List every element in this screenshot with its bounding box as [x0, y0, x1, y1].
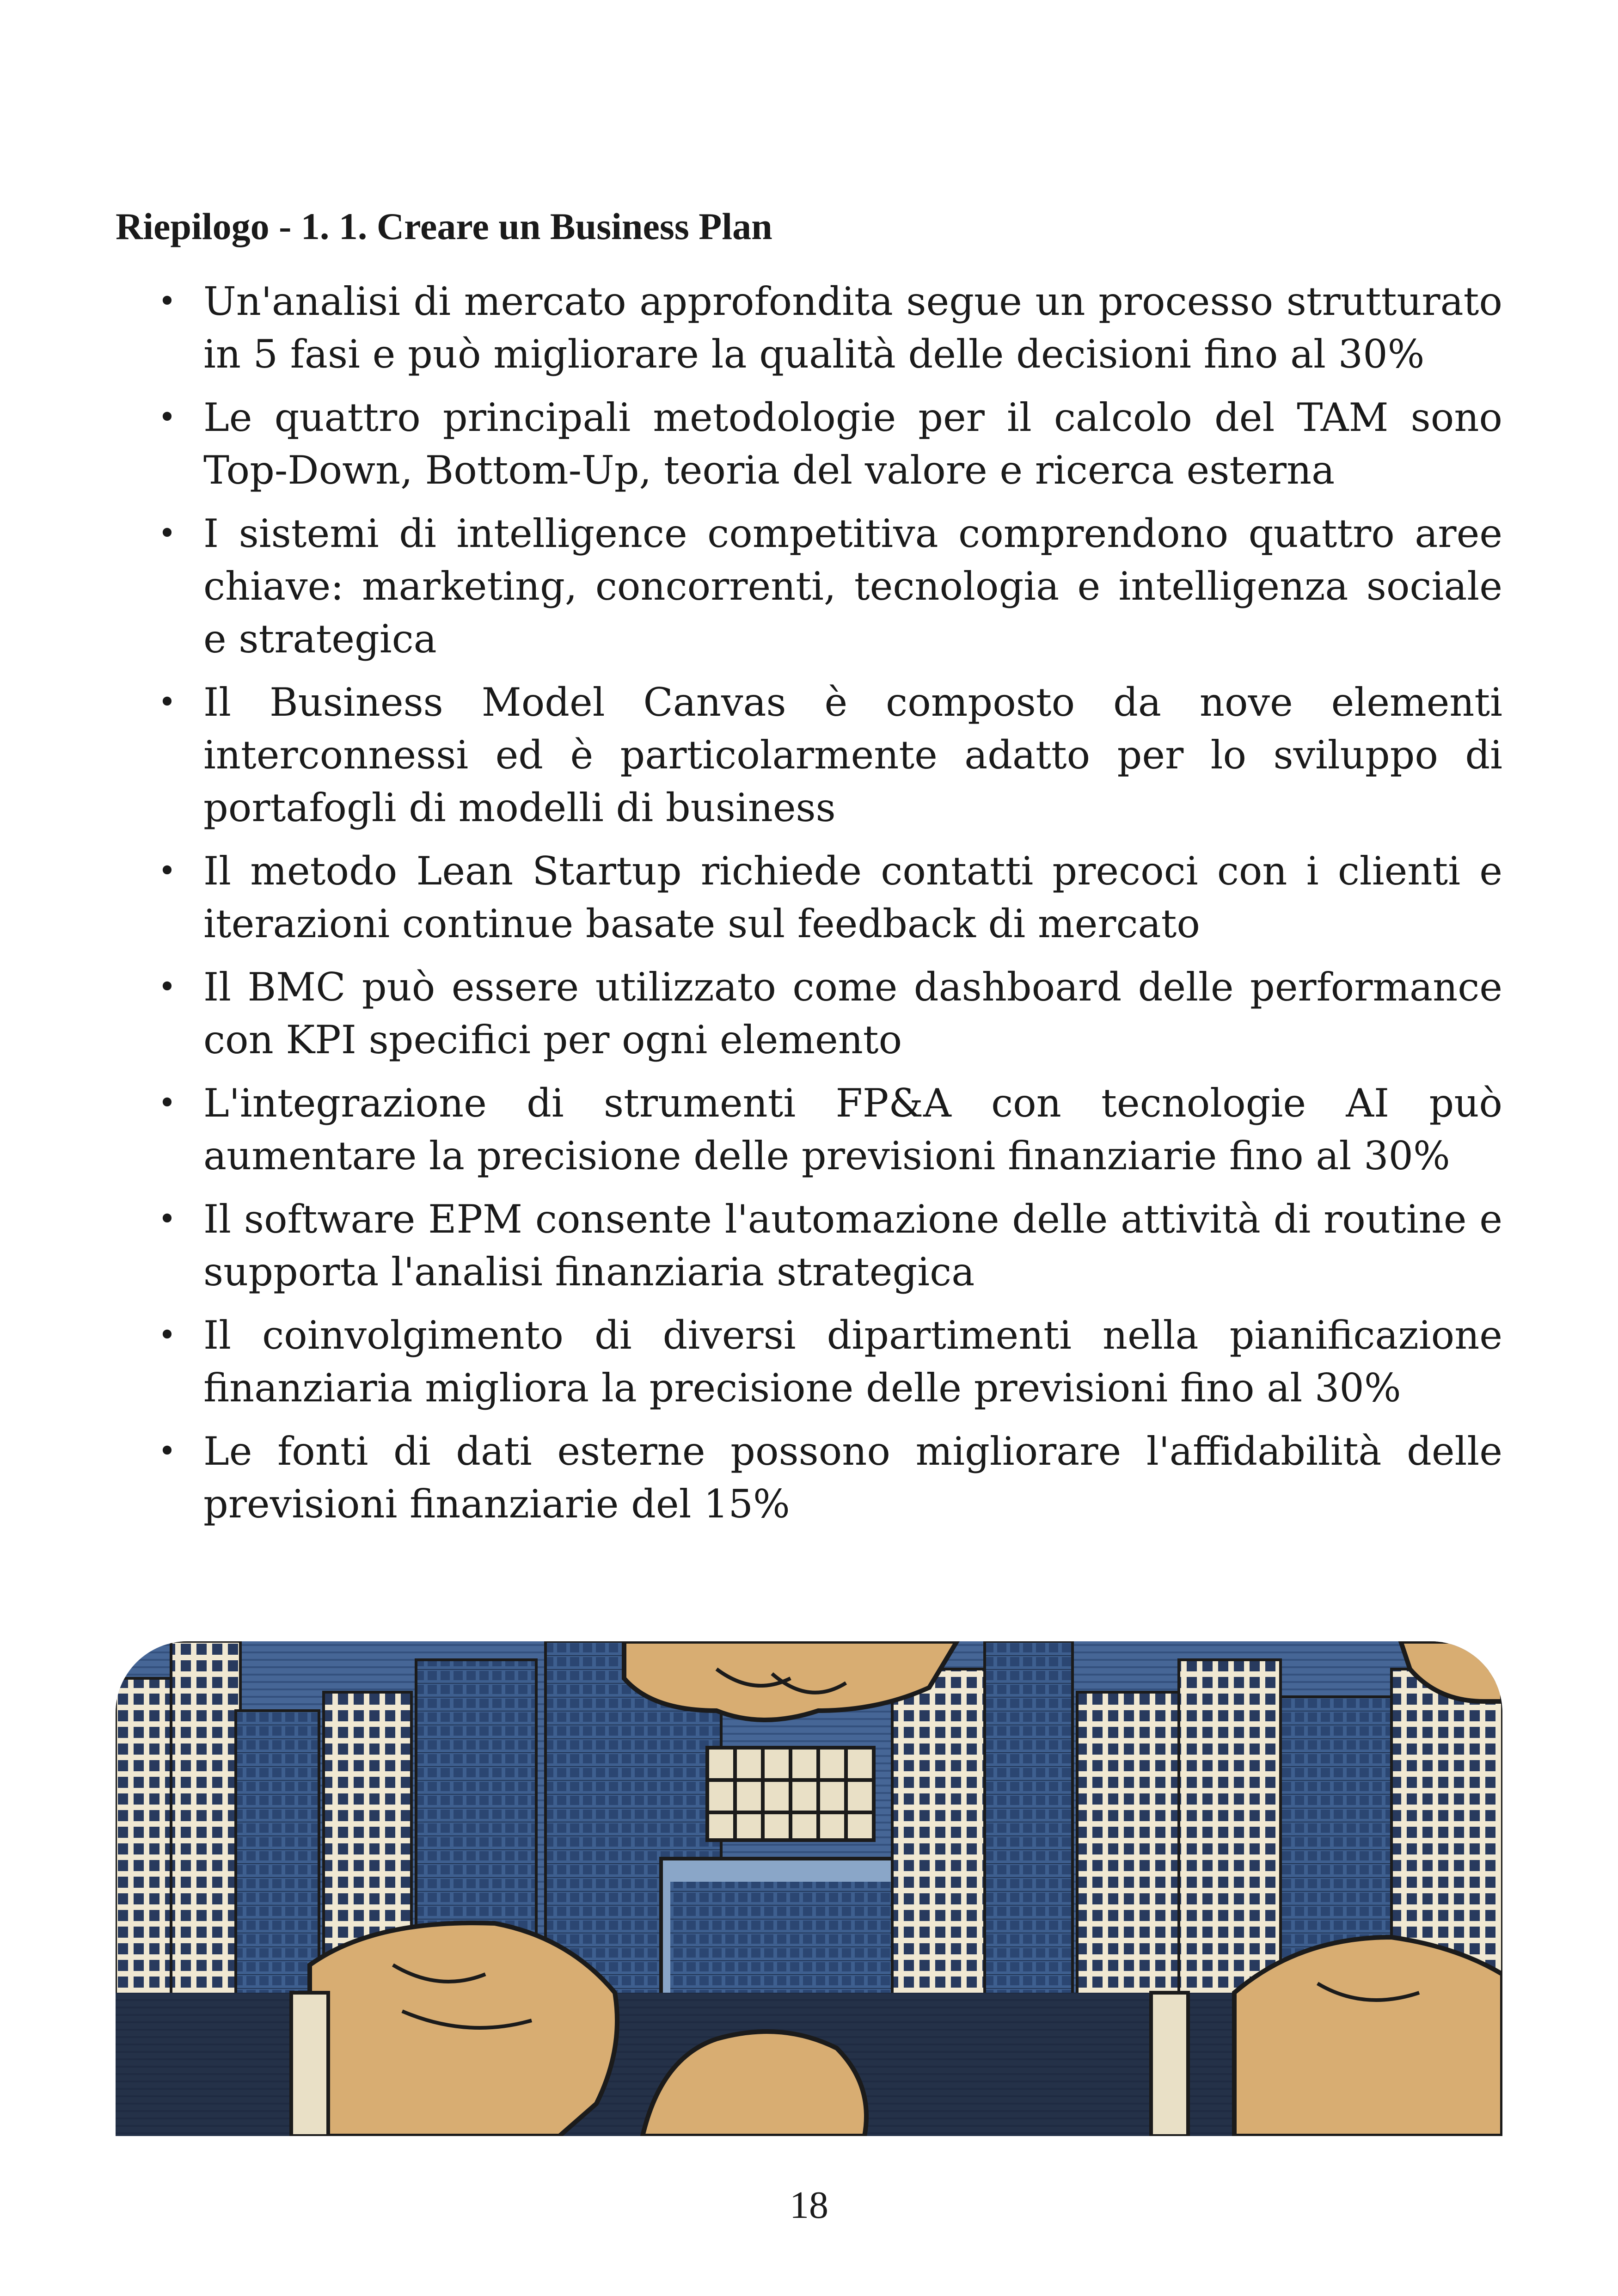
list-item — [116, 961, 1502, 1066]
list-item-text: Il BMC può essere utilizzato come dashboard delle performance con KPI specifici per ogni elemento — [203, 964, 1502, 1062]
list-item — [116, 507, 1502, 665]
list-item-text: I sistemi di intelligence competitiva comprendono quattro aree chiave: marketing, concorrenti, tecnologia e intelligenza sociale e strategica — [203, 511, 1502, 662]
bullet-icon: • — [158, 1433, 176, 1469]
list-item-text: Il Business Model Canvas è composto da nove elementi interconnessi ed è particolarmente adatto per lo sviluppo di portafogli di modelli di business — [203, 680, 1502, 830]
handshake-cityscape-illustration — [116, 1641, 1502, 2136]
bullet-icon: • — [158, 684, 176, 720]
bullet-icon: • — [158, 853, 176, 889]
list-item — [116, 1077, 1502, 1182]
list-item — [116, 1309, 1502, 1414]
list-item — [116, 1193, 1502, 1298]
bullet-icon: • — [158, 1317, 176, 1353]
list-item — [116, 275, 1502, 381]
list-item-text: Il metodo Lean Startup richiede contatti precoci con i clienti e iterazioni continue basate sul feedback di mercato — [203, 848, 1502, 946]
summary-list — [116, 275, 1502, 1541]
bullet-icon: • — [158, 283, 176, 319]
list-item-text: L'integrazione di strumenti FP&A con tecnologie AI può aumentare la precisione delle previsioni finanziarie fino al 30% — [203, 1080, 1502, 1179]
list-item-text: Il coinvolgimento di diversi dipartimenti nella pianificazione finanziaria migliora la precisione delle previsioni fino al 30% — [203, 1313, 1502, 1411]
bullet-icon: • — [158, 399, 176, 435]
list-item-text: Le fonti di dati esterne possono migliorare l'affidabilità delle previsioni finanziarie del 15% — [203, 1429, 1502, 1527]
section-heading: Riepilogo - 1. 1. Creare un Business Plan — [116, 205, 772, 247]
list-item — [116, 845, 1502, 950]
list-item-text: Il software EPM consente l'automazione delle attività di routine e supporta l'analisi finanziaria strategica — [203, 1197, 1502, 1295]
list-item — [116, 676, 1502, 834]
bullet-icon: • — [158, 1201, 176, 1237]
bullet-icon: • — [158, 1085, 176, 1121]
bullet-icon: • — [158, 516, 176, 551]
bullet-icon: • — [158, 969, 176, 1005]
list-item — [116, 391, 1502, 497]
list-item-text: Le quattro principali metodologie per il calcolo del TAM sono Top-Down, Bottom-Up, teoria del valore e ricerca esterna — [203, 395, 1502, 493]
list-item — [116, 1425, 1502, 1530]
list-item-text: Un'analisi di mercato approfondita segue un processo strutturato in 5 fasi e può migliorare la qualità delle decisioni fino al 30% — [203, 279, 1502, 377]
page-number: 18 — [790, 2184, 828, 2227]
